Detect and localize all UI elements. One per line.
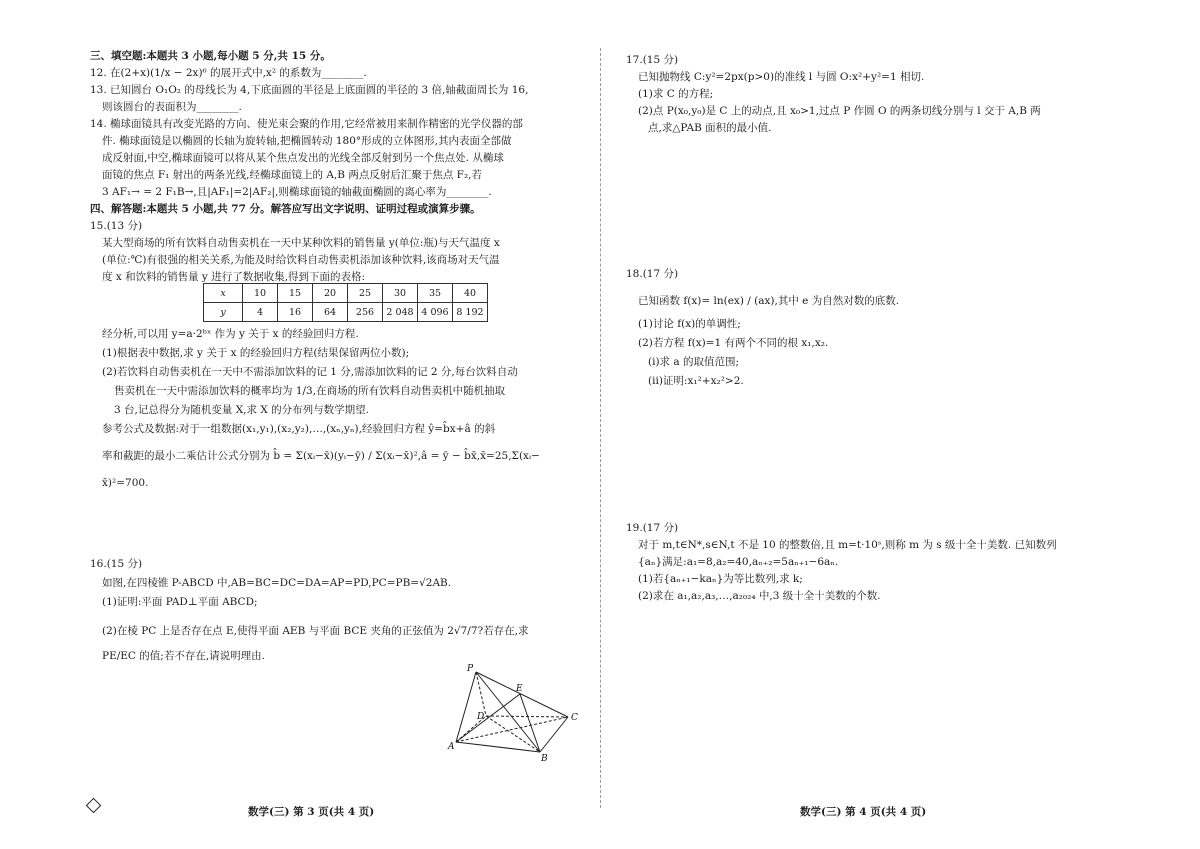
section3-title: 三、填空题:本题共 3 小题,每小题 5 分,共 15 分。: [90, 50, 331, 62]
table-header-x: x: [204, 284, 243, 303]
label-b: B: [541, 754, 548, 764]
q16-line: 如图,在四棱锥 P-ABCD 中,AB=BC=DC=DA=AP=PD,PC=PB=√2AB.: [102, 577, 452, 589]
question-16-heading: 16.(15 分): [90, 558, 143, 570]
edge-dc: [486, 716, 568, 717]
q18-line: (i)求 a 的取值范围;: [648, 356, 740, 368]
label-p: P: [467, 664, 474, 674]
question-15-body: [102, 325, 540, 493]
question-14-line-1: 14. 椭球面镜具有改变光路的方向、使光束会聚的作用,它经常被用来制作精密的光学仪器的部: [90, 118, 523, 130]
label-a: A: [448, 742, 455, 752]
question-15-heading: 15.(13 分): [90, 220, 143, 232]
q17-line: (1)求 C 的方程;: [638, 88, 714, 100]
q16-line: (1)证明:平面 PAD⊥平面 ABCD;: [102, 596, 258, 608]
q15-line: 经分析,可以用 y=a·2ᵇˣ 作为 y 关于 x 的经验回归方程.: [102, 328, 359, 340]
label-d: D: [477, 712, 485, 722]
question-16: [90, 555, 529, 666]
q19-line: (2)求在 a₁,a₂,a₃,…,a₂₀₂₄ 中,3 级十全十美数的个数.: [638, 590, 881, 602]
question-14-line-4: 面镜的焦点 F₁ 射出的两条光线,经椭球面镜上的 A,B 两点反射后汇聚于焦点 F₂,若: [102, 169, 482, 181]
page-footer: 数学(三) 第 4 页(共 4 页): [800, 806, 927, 818]
table-cell: 8 192: [453, 303, 488, 322]
q15-line: 3 台,记总得分为随机变量 X,求 X 的分布列与数学期望.: [114, 404, 369, 416]
table-cell: 256: [348, 303, 383, 322]
edge-pa: [456, 672, 476, 742]
data-table: [203, 283, 488, 322]
question-15-intro-3: 度 x 和饮料的销售量 y 进行了数据收集,得到下面的表格:: [102, 271, 366, 283]
question-17: [626, 52, 1041, 137]
q17-line: 已知抛物线 C:y²=2px(p>0)的准线 l 与圆 O:x²+y²=1 相切.: [638, 71, 925, 83]
q15-line: (2)若饮料自动售卖机在一天中不需添加饮料的记 1 分,需添加饮料的记 2 分,每台饮料自动: [102, 366, 518, 378]
table-cell: 20: [313, 284, 348, 303]
q15-line: 参考公式及数据:对于一组数据(x₁,y₁),(x₂,y₂),…,(xₙ,yₙ),经验回归方程 ŷ=b̂x+â 的斜: [102, 423, 496, 435]
q18-line: (1)讨论 f(x)的单调性;: [638, 318, 741, 330]
label-c: C: [571, 713, 578, 723]
table-row-x: [204, 284, 488, 303]
table-cell: 4: [243, 303, 278, 322]
question-17-heading: 17.(15 分): [626, 54, 679, 66]
q17-line: 点,求△PAB 面积的最小值.: [648, 122, 772, 134]
table-cell: 10: [243, 284, 278, 303]
section4-title: 四、解答题:本题共 5 小题,共 77 分。解答应写出文字说明、证明过程或演算步骤。: [90, 203, 481, 215]
q15-line: x̄)²=700.: [102, 477, 149, 489]
question-18: [626, 265, 899, 391]
pyramid-figure: [440, 660, 590, 765]
table-cell: 16: [278, 303, 313, 322]
table-cell: 30: [383, 284, 418, 303]
table-cell: 2 048: [383, 303, 418, 322]
q18-line: (ii)证明:x₁²+x₂²>2.: [648, 375, 744, 387]
question-19-heading: 19.(17 分): [626, 522, 679, 534]
q18-line: (2)若方程 f(x)=1 有两个不同的根 x₁,x₂.: [638, 337, 829, 349]
q16-line: (2)在棱 PC 上是否存在点 E,使得平面 AEB 与平面 BCE 夹角的正弦值为 2√7/7?若存在,求: [102, 625, 529, 637]
table-cell: 35: [418, 284, 453, 303]
diamond-mark-icon: [86, 798, 102, 814]
table-row-y: [204, 303, 488, 322]
table-cell: 64: [313, 303, 348, 322]
question-19: [626, 520, 1057, 605]
question-18-heading: 18.(17 分): [626, 268, 679, 280]
q18-line: 已知函数 f(x)= ln(ex) / (ax),其中 e 为自然对数的底数.: [638, 295, 900, 307]
page-4: [600, 0, 1200, 849]
table-cell: 25: [348, 284, 383, 303]
q15-line: 率和截距的最小二乘估计公式分别为 b̂ = Σ(xᵢ−x̄)(yᵢ−ȳ) / Σ(xᵢ−x̄)²,â = ȳ − b̂x̄,x̄=25,Σ(xᵢ−: [102, 450, 540, 462]
page-footer: 数学(三) 第 3 页(共 4 页): [248, 806, 375, 818]
question-14-line-2: 件. 椭球面镜是以椭圆的长轴为旋转轴,把椭圆转动 180°形成的立体图形,其内表面全部做: [102, 135, 512, 147]
q16-line: PE/EC 的值;若不存在,请说明理由.: [102, 650, 266, 662]
table-cell: 15: [278, 284, 313, 303]
edge-be: [520, 694, 540, 752]
question-12: 12. 在(2+x)(1/x − 2x)⁶ 的展开式中,x² 的系数为________.: [90, 67, 367, 79]
table-cell: 40: [453, 284, 488, 303]
question-13-line-2: 则该圆台的表面积为________.: [102, 101, 242, 113]
table-cell: 4 096: [418, 303, 453, 322]
table-header-y: y: [204, 303, 243, 322]
label-e: E: [516, 684, 523, 694]
q15-line: (1)根据表中数据,求 y 关于 x 的经验回归方程(结果保留两位小数);: [102, 347, 410, 359]
edge-pc: [476, 672, 568, 717]
q19-line: 对于 m,t∈N*,s∈N,t 不是 10 的整数倍,且 m=t·10ˢ,则称 m 为 s 级十全十美数. 已知数列: [638, 539, 1057, 551]
edge-ab: [456, 742, 540, 752]
q19-line: (1)若{aₙ₊₁−kaₙ}为等比数列,求 k;: [638, 573, 803, 585]
q17-line: (2)点 P(x₀,y₀)是 C 上的动点,且 x₀>1,过点 P 作圆 O 的两条切线分别与 l 交于 A,B 两: [638, 105, 1041, 117]
question-13-line-1: 13. 已知圆台 O₁O₂ 的母线长为 4,下底面圆的半径是上底面圆的半径的 3 倍,轴截面周长为 16,: [90, 84, 529, 96]
q15-line: 售卖机在一天中需添加饮料的概率均为 1/3,在商场的所有饮料自动售卖机中随机抽取: [114, 385, 506, 397]
fill-blank-section: [90, 48, 528, 286]
question-15-intro-1: 某大型商场的所有饮料自动售卖机在一天中某种饮料的销售量 y(单位:瓶)与天气温度 x: [102, 237, 500, 249]
question-14-line-3: 成反射面,中空,椭球面镜可以将从某个焦点发出的光线全部反射到另一个焦点处. 从椭球: [102, 152, 504, 164]
question-15-intro-2: (单位:℃)有很强的相关关系,为能及时给饮料自动售卖机添加该种饮料,该商场对天气温: [102, 254, 500, 266]
question-14-line-5: 3 AF₁→ = 2 F₁B→,且|AF₁|=2|AF₂|,则椭球面镜的轴截面椭圆的离心率为________.: [102, 186, 492, 198]
q19-line: {aₙ}满足:a₁=8,a₂=40,aₙ₊₂=5aₙ₊₁−6aₙ.: [638, 556, 839, 568]
